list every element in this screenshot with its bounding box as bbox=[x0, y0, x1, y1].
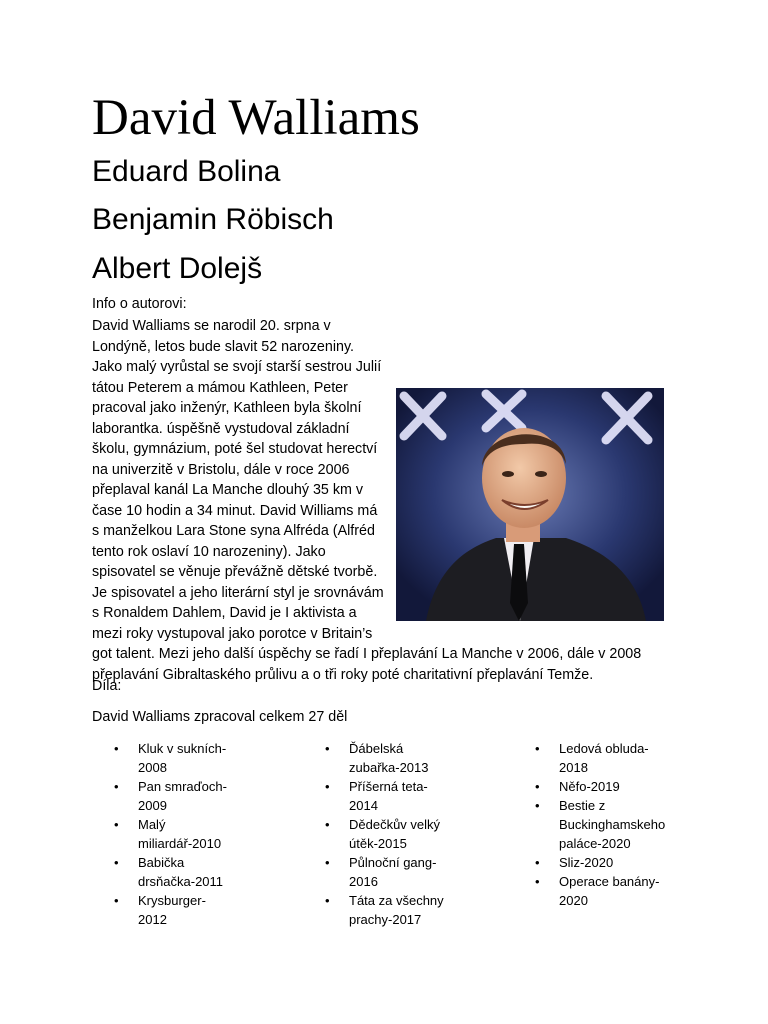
info-label: Info o autorovi: bbox=[92, 296, 187, 312]
author-name: Albert Dolejš bbox=[92, 252, 263, 285]
bio-text: David Walliams se narodil 20. srpna v Londýně, letos bude slavit 52 narozeniny. Jako malý vyrůstal se svojí starší sestrou Julií tátou Peterem a mámou Kathleen, Peter pracoval jako inženýr, Kathleen byla školní laborantka. úspěšně vystudoval základní školu, gymnázium, poté šel studovat herectví na univerzitě v Bristolu, dále v roce 2006 přeplaval kanál La Manche dlouhý 35 km v čase 10 hodin a 34 minut. David Williams má s manželkou Lara Stone syna Alfréda (Alfréd tento rok oslaví 10 narozeniny). Jako spisovatel se věnuje převážně dětské tvorbě. Je spisovatel a jeho literární styl je srovnávám s Ronaldem Dahlem, David je I aktivista a mezi roky vystupoval jako porotce v Britain’s got talent. Mezi jeho další úspěchy se řadí I přeplavání La Manche v 2006, dále v 2008 přeplavání Gibraltaského průlivu a o tři roky poté charitativní přeplavání Temže. bbox=[92, 318, 642, 683]
page-title: David Walliams bbox=[92, 90, 420, 146]
portrait-illustration bbox=[396, 388, 664, 621]
list-item: • Sliz-2020 bbox=[535, 853, 675, 872]
list-item: • Příšerná teta-2014 bbox=[325, 777, 455, 815]
list-item: • Operace banány-2020 bbox=[535, 872, 675, 910]
list-item: • Bestie z Buckinghamskeho paláce-2020 bbox=[535, 796, 675, 853]
author-photo bbox=[396, 388, 664, 621]
book-list-column-1 bbox=[114, 739, 234, 929]
list-item: • Ďábelská zubařka-2013 bbox=[325, 739, 455, 777]
list-item: • Něfo-2019 bbox=[535, 777, 675, 796]
list-item: • Malý miliardář-2010 bbox=[114, 815, 234, 853]
list-item: • Dědečkův velký útěk-2015 bbox=[325, 815, 455, 853]
author-name: Benjamin Röbisch bbox=[92, 203, 334, 236]
list-item: • Kluk v sukních-2008 bbox=[114, 739, 234, 777]
book-list-column-2 bbox=[325, 739, 455, 929]
list-item: • Půlnoční gang-2016 bbox=[325, 853, 455, 891]
list-item: • Táta za všechny prachy-2017 bbox=[325, 891, 455, 929]
works-label: Díla: bbox=[92, 678, 122, 694]
bio-section bbox=[92, 316, 654, 685]
list-item: • Pan smraďoch-2009 bbox=[114, 777, 234, 815]
author-name: Eduard Bolina bbox=[92, 155, 281, 188]
list-item: • Ledová obluda-2018 bbox=[535, 739, 675, 777]
list-item: • Babička drsňačka-2011 bbox=[114, 853, 234, 891]
list-item: • Krysburger-2012 bbox=[114, 891, 234, 929]
works-count: David Walliams zpracoval celkem 27 děl bbox=[92, 709, 348, 725]
book-list-column-3 bbox=[535, 739, 675, 910]
